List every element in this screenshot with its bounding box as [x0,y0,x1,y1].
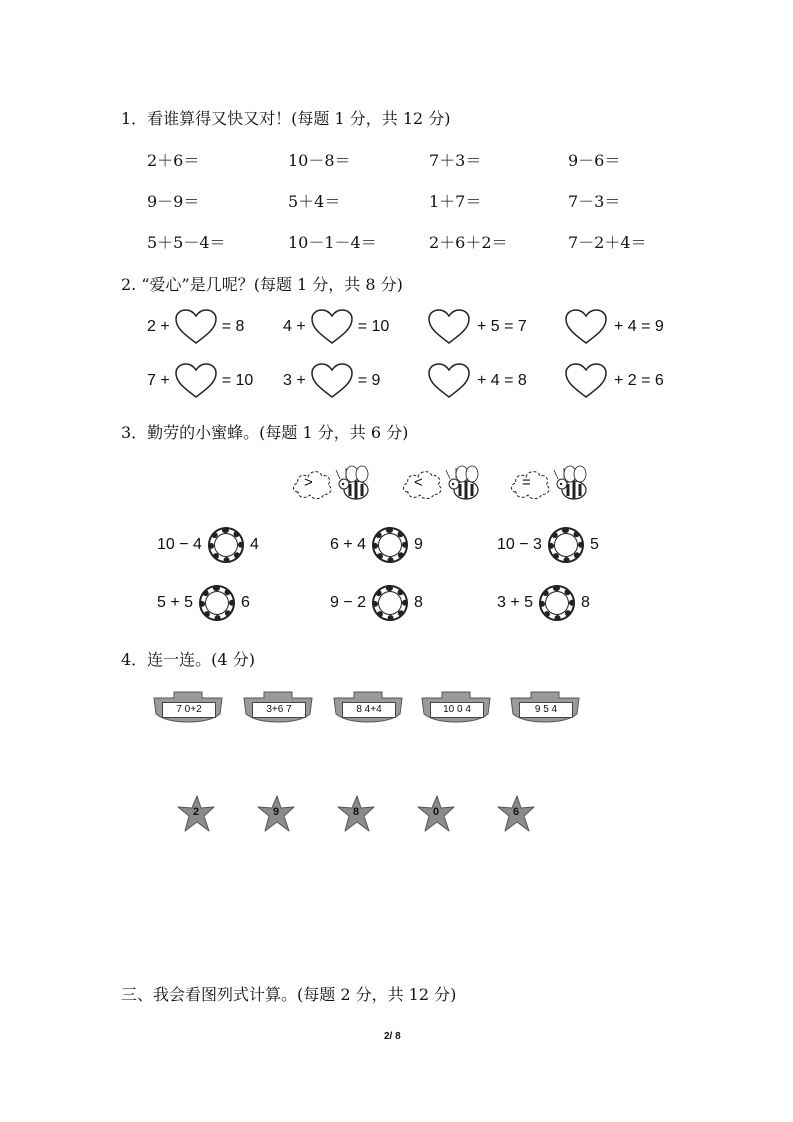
starfish-item[interactable] [416,794,456,834]
problem: 2＋6＝ [147,151,200,170]
problem: 7－3＝ [568,192,621,211]
compare-problem [497,585,590,621]
section4-heading: 4．连一连。(4 分) [121,650,255,669]
boat[interactable] [507,690,583,726]
compare-left: 6 + 4 [330,536,367,553]
starfish-item[interactable] [256,794,296,834]
bee-symbol [290,462,378,506]
compare-ring[interactable] [208,527,244,563]
compare-right: 8 [581,594,590,611]
starfish-number: 6 [512,806,520,818]
heart-icon[interactable] [427,362,471,400]
heart-problem [564,308,664,346]
compare-left: 9 − 2 [330,594,367,611]
section5-heading: 三、我会看图列式计算。(每题 2 分，共 12 分) [121,985,457,1004]
compare-right: 9 [414,536,423,553]
compare-right: 8 [414,594,423,611]
section2-heading: 2. “爱心”是几呢？(每题 1 分，共 8 分) [121,275,403,294]
boat[interactable] [150,690,226,726]
heart-problem [283,362,380,400]
boat-label: 10 0 4 [430,702,484,718]
compare-ring[interactable] [539,585,575,621]
bee-symbol [400,462,488,506]
heart-problem [564,362,664,400]
compare-left: 3 + 5 [497,594,534,611]
heart-icon[interactable] [310,308,354,346]
compare-ring[interactable] [372,527,408,563]
starfish-item[interactable] [496,794,536,834]
problem: 7－2＋4＝ [568,233,647,252]
compare-right: 4 [249,536,259,553]
compare-ring[interactable] [199,585,235,621]
boat[interactable] [418,690,494,726]
compare-right: 5 [589,536,599,553]
heart-icon[interactable] [174,308,218,346]
compare-problem [330,527,423,563]
section3-heading: 3．勤劳的小蜜蜂。(每题 1 分，共 6 分) [121,423,409,442]
problem: 1＋7＝ [429,192,482,211]
heart-icon[interactable] [310,362,354,400]
heart-icon[interactable] [427,308,471,346]
problem: 5＋4＝ [288,192,341,211]
compare-problem [330,585,423,621]
compare-left: 5 + 5 [157,594,194,611]
page-number: 2/ 8 [384,1031,401,1042]
compare-ring[interactable] [372,585,408,621]
heart-problem [427,362,527,400]
problem: 2＋6＋2＝ [429,233,508,252]
heart-problem-after: + 4 = 9 [614,318,664,335]
starfish-number: 0 [432,806,440,818]
heart-problem [147,362,253,400]
problem: 9－6＝ [568,151,621,170]
heart-icon[interactable] [564,308,608,346]
boat-label: 7 0+2 [162,702,216,718]
problem: 10－8＝ [288,151,351,170]
problem: 9－9＝ [147,192,200,211]
heart-problem-after: + 5 = 7 [477,318,527,335]
heart-problem-after: = 8 [221,318,245,335]
heart-problem [283,308,389,346]
boat-label: 9 5 4 [519,702,573,718]
heart-problem-before: 7 + [147,372,170,389]
starfish-number: 2 [192,806,200,818]
compare-ring[interactable] [548,527,584,563]
symbol-label: > [304,474,313,491]
heart-problem-after: = 9 [357,372,381,389]
starfish-item[interactable] [176,794,216,834]
heart-problem-after: = 10 [221,372,254,389]
problem: 7＋3＝ [429,151,482,170]
boat[interactable] [240,690,316,726]
boat-label: 3+6 7 [252,702,306,718]
starfish-number: 8 [352,806,360,818]
compare-right: 6 [241,594,250,611]
problem: 10－1－4＝ [288,233,377,252]
compare-problem [157,527,259,563]
symbol-label: < [414,474,423,491]
heart-problem-before: 3 + [283,372,306,389]
heart-problem-after: + 4 = 8 [477,372,527,389]
symbol-label: = [522,474,531,491]
compare-problem [157,585,250,621]
boat[interactable] [330,690,406,726]
starfish-item[interactable] [336,794,376,834]
heart-problem [427,308,527,346]
heart-problem-after: + 2 = 6 [614,372,664,389]
boat-label: 8 4+4 [342,702,396,718]
heart-problem-after: = 10 [357,318,390,335]
problem: 5＋5－4＝ [147,233,226,252]
compare-problem [497,527,599,563]
heart-problem [147,308,244,346]
section1-heading: 1．看谁算得又快又对！(每题 1 分，共 12 分) [121,109,451,128]
starfish-number: 9 [272,806,280,818]
heart-icon[interactable] [174,362,218,400]
bee-symbol [508,462,596,506]
heart-problem-before: 4 + [283,318,306,335]
heart-problem-before: 2 + [147,318,170,335]
compare-left: 10 − 4 [157,536,202,553]
heart-icon[interactable] [564,362,608,400]
compare-left: 10 − 3 [497,536,542,553]
